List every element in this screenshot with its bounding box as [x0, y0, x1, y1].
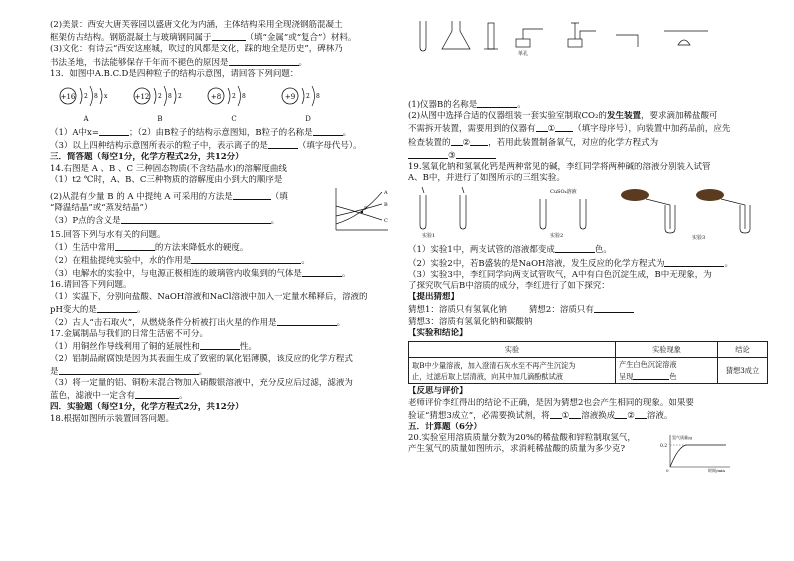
blank-number: ① [561, 410, 570, 421]
atom-label: A [83, 115, 89, 124]
text: （2）实验2中，若B盛装的是NaOH溶液，发生反应的化学方程式为 [408, 258, 665, 269]
emphasis-text: 发生装置 [606, 111, 641, 122]
svg-text:单孔: 单孔 [518, 51, 529, 57]
answer-blank[interactable] [664, 257, 724, 267]
text: 。 [198, 366, 208, 377]
text-line [408, 136, 776, 149]
answer-blank[interactable] [191, 254, 301, 264]
answer-blank[interactable] [555, 122, 573, 132]
text: （1）生活中常用 [50, 242, 115, 253]
text: 蓝色，滤液中一定含有 [50, 391, 136, 402]
atom-diagram-d [278, 82, 338, 126]
svg-text:8: 8 [316, 93, 320, 101]
svg-text:A: A [384, 189, 388, 196]
text-line [408, 257, 776, 270]
table-cell [616, 358, 718, 384]
text: 。 [301, 256, 310, 267]
text: （1）实验1中，两支试管的溶液都变成 [408, 245, 555, 256]
text-line [408, 303, 776, 316]
nucleus-label: +12 [134, 93, 150, 102]
atom-diagram-a [56, 82, 116, 126]
graph-origin: 0 [666, 468, 669, 474]
text-line [408, 111, 776, 122]
answer-blank[interactable] [408, 149, 448, 159]
answer-blank[interactable] [594, 303, 634, 313]
table-header: 结论 [718, 342, 768, 358]
text-line: “降温结晶”或“蒸发结晶”） [50, 203, 153, 214]
svg-text:8: 8 [168, 93, 172, 101]
svg-text:2: 2 [306, 93, 310, 101]
text: （2）古人“击石取火”，从燃烧条件分析被打出火星的作用是 [50, 318, 277, 329]
answer-blank[interactable] [99, 126, 129, 136]
text: (1)仪器B的名称是 [408, 100, 478, 110]
graph-ytick: 0.2 [660, 444, 668, 450]
text: 。 [298, 57, 308, 68]
cell-text: 产生白色沉淀溶液 [619, 360, 677, 370]
cell-text: 色 [669, 372, 677, 382]
svg-text:P: P [364, 205, 368, 212]
answer-blank[interactable] [277, 316, 337, 326]
text: 。 [341, 269, 351, 280]
question-20 [408, 433, 776, 474]
question-14 [50, 164, 400, 228]
text-line [50, 241, 400, 254]
svg-text:8: 8 [242, 93, 246, 101]
cell-text: 止，过滤后取上层清液，向其中加几滴酚酞试液 [412, 371, 563, 381]
svg-text:2: 2 [84, 93, 88, 101]
answer-blank[interactable] [569, 409, 581, 419]
table-header: 实验 [409, 342, 616, 358]
answer-blank[interactable] [477, 98, 517, 108]
answer-blank[interactable] [229, 56, 299, 66]
question-13: 13．如图中A.B.C.D是四种粒子的结构示意图，请回答下列问题： [50, 68, 299, 79]
blank-number: ③ [448, 150, 456, 161]
answer-blank[interactable] [615, 409, 627, 419]
blank-number: ② [462, 137, 471, 148]
text: 是 [50, 366, 59, 377]
experiment-label: 实验3 [692, 235, 706, 242]
text: 。 [136, 304, 146, 315]
experiment-label: 实验1 [422, 233, 436, 240]
answer-blank[interactable] [59, 365, 199, 375]
text-line: (3)文化：有诗云“西安这座城，吹过的风都是文化，踩的地全是历史”，碑林乃 [50, 44, 343, 55]
text: （填字母序号），向装置中加药品前，应先 [573, 124, 731, 135]
nucleus-label: +9 [284, 93, 296, 102]
answer-blank[interactable] [97, 303, 137, 313]
text: ，若用此装置制备氧气，对应的化学方程式为 [488, 137, 659, 148]
answer-blank[interactable] [633, 370, 669, 380]
atom-diagram-b [130, 82, 190, 126]
text: 书法圣地，书法能够保存千年而不褪色的原因是 [50, 57, 229, 68]
text-line [50, 389, 400, 402]
text-line: A、B中，并进行了如图所示的三组实验。 [408, 173, 565, 184]
text-line: 14.右图是 A 、B 、C 三种固态物质(不含结晶水)的溶解度曲线 [50, 163, 287, 174]
text: 不需拆开装置，需要用到的仪器有 [408, 124, 536, 135]
text: （填字母代号）。 [297, 141, 362, 152]
text: （填“金属”或“复合”）材料。 [245, 33, 357, 44]
question-19: 19.氢氧化钠和氢氧化钙是两种常见的碱，李红同学将两种碱的溶液分别装入试管 [408, 162, 711, 173]
text: 。 [336, 318, 346, 329]
atom-label: D [305, 115, 311, 124]
text-line [50, 56, 400, 69]
section-subheading: 【实验和结论】 [408, 327, 468, 338]
table-row [409, 358, 768, 384]
answer-blank[interactable] [233, 190, 271, 200]
text: （1）A中x= [50, 128, 99, 139]
text: (2)从图中选择合适的仪器组装一套实验室制取CO₂的 [408, 111, 607, 122]
answer-blank[interactable] [456, 149, 496, 159]
question-18: 18.根据如图所示装置回答问题。 [50, 413, 175, 424]
text-line: 老师评价李红得出的结论不正确，是因为猜想2也会产生相同的现象。如果要 [408, 397, 694, 408]
svg-text:2: 2 [178, 93, 182, 101]
cell-text: 取B中少量溶液，加入澄清石灰水至不再产生沉淀为 [412, 360, 576, 370]
experiment-label: 实验2 [550, 233, 564, 240]
answer-blank[interactable] [200, 340, 240, 350]
left-column [50, 20, 400, 425]
text: 。 [270, 216, 280, 227]
text: ，要求滴加稀盐酸可 [640, 111, 718, 122]
text-line [408, 149, 776, 162]
text: (2)从混有少量 B 的 A 中提纯 A 可采用的方法是 [50, 192, 233, 203]
section-heading: 五．计算题（6分） [408, 422, 482, 433]
answer-blank[interactable] [313, 126, 343, 136]
text: pH变大的是 [50, 304, 97, 315]
text: （1）t2 ℃时，A、B、C三种物质的溶解度由小到大的顺序是 [50, 174, 283, 185]
svg-text:8: 8 [94, 93, 98, 101]
section-subheading: 【提出猜想】 [408, 292, 460, 303]
text: 色。 [594, 245, 612, 256]
cell-text: 呈现 [619, 372, 634, 382]
text-line: （3）将一定量的铝、铜粉末混合物加入硝酸银溶液中，充分反应后过滤，滤液为 [50, 378, 353, 389]
experiment-1-figure [420, 187, 466, 239]
question-17: 17.金属制品与我们的日常生活密不可分。 [50, 329, 209, 340]
text: 性。 [239, 342, 257, 353]
answer-blank[interactable] [451, 136, 463, 146]
text: （3）P点的含义是 [50, 216, 121, 227]
answer-blank[interactable] [635, 409, 647, 419]
text: 框架仿古结构。钢筋混凝土与玻璃钢同属于 [50, 33, 212, 44]
answer-blank[interactable] [268, 139, 298, 149]
text: 检查装置的 [408, 137, 451, 148]
text: 猜想1：溶质只有氢氧化钠 [408, 305, 507, 316]
text: 。 [517, 100, 526, 110]
answer-blank[interactable] [212, 31, 246, 41]
text-line [408, 409, 776, 422]
text-line: 猜想3：溶质有氢氧化钠和碳酸钠 [408, 316, 533, 327]
atom-diagram-c [204, 82, 264, 126]
text-line: （2）铝制品耐腐蚀是因为其表面生成了致密的氧化铝薄膜，该反应的化学方程式 [50, 353, 353, 364]
text-line [50, 365, 400, 378]
graph-xlabel: 时间/min [708, 468, 725, 474]
hydrogen-mass-graph [658, 433, 734, 473]
text-line: （3）实验3中，李红同学向两支试管吹气，A中有白色沉淀生成，B中无现象，为 [408, 269, 712, 280]
text-line [50, 126, 400, 139]
text-line [50, 303, 400, 316]
text: 验证“猜想3成立”，必需要换试剂，将 [408, 410, 550, 421]
blank-number: ① [547, 124, 556, 135]
question-16: 16.请回答下列问题。 [50, 280, 132, 291]
text: （2）在粗盐提纯实验中，水的作用是 [50, 256, 192, 267]
nucleus-label: +8 [210, 93, 222, 102]
svg-text:C: C [384, 217, 388, 224]
section-heading: 四．实验题（每空1分，化学方程式2分，共12分） [50, 402, 244, 413]
text: （3）以上四种结构示意图所表示的粒子中，表示离子的是 [50, 141, 268, 152]
text-line [50, 31, 400, 44]
text: 。 [724, 258, 733, 269]
answer-blank[interactable] [470, 136, 488, 146]
text: 猜想2：溶质只有 [528, 305, 594, 316]
section-subheading: 【反思与评价】 [408, 386, 468, 397]
reagent-label: CuSO₄溶液 [550, 189, 577, 196]
answer-blank[interactable] [121, 214, 271, 224]
atom-diagrams [56, 82, 400, 126]
text: （填 [270, 192, 288, 203]
answer-blank[interactable] [536, 122, 548, 132]
apparatus-figure [408, 17, 776, 57]
text: 。 [342, 128, 352, 139]
answer-blank[interactable] [302, 267, 342, 277]
experiment-3-figure [621, 189, 750, 241]
experiment-figures [410, 185, 776, 243]
text: 溶液换成 [581, 410, 616, 421]
svg-text:2: 2 [158, 93, 162, 101]
text-line: (2)美景：西安大唐芙蓉园以盛唐文化为内涵，主体结构采用全现浇钢筋混凝土 [50, 20, 343, 30]
text-line [50, 139, 400, 152]
text-line: 产生氢气的质量如图所示，求消耗稀盐酸的质量为多少克? [408, 444, 626, 455]
text-line: （1）实温下，分别向盐酸、NaOH溶液和NaCl溶液中加入一定量水稀释后，溶液的 [50, 291, 368, 302]
svg-text:x: x [104, 93, 108, 101]
text-line [408, 122, 776, 135]
experiment-table [408, 341, 768, 384]
answer-blank[interactable] [135, 389, 179, 399]
text: （3）电解水的实验中，与电源正极相连的玻璃管内收集到的气体是 [50, 269, 302, 280]
atom-label: C [231, 115, 237, 124]
text: 的方法来降低水的硬度。 [154, 242, 249, 253]
graph-ylabel: 氢气质量/g [672, 435, 692, 441]
text: 。 [179, 391, 188, 402]
svg-text:2: 2 [232, 93, 236, 101]
atom-label: B [157, 115, 163, 124]
text-line [408, 98, 776, 111]
svg-text:B: B [384, 201, 388, 208]
answer-blank[interactable] [550, 409, 562, 419]
nucleus-label: +16 [60, 93, 76, 102]
answer-blank[interactable] [115, 241, 155, 251]
table-cell: 猜想3成立 [718, 358, 768, 384]
text-line: 20.实验室用溶质质量分数为20%的稀盐酸和锌粒制取氢气， [408, 433, 636, 444]
text: 溶液。 [646, 410, 673, 421]
text-line [50, 254, 400, 267]
table-header: 实验现象 [616, 342, 718, 358]
section-heading: 三．简答题（每空1分，化学方程式2分，共12分） [50, 152, 244, 163]
text-line: 了探究吹气后B中溶质的成分，李红进行了如下探究： [408, 281, 610, 292]
blank-number: ② [627, 410, 635, 421]
text-line [50, 267, 400, 280]
text-line [408, 243, 776, 256]
right-column [408, 50, 776, 474]
question-15: 15.回答下列与水有关的问题。 [50, 229, 166, 240]
text: ；（2）由B粒子的结构示意图知，B粒子的名称是 [128, 128, 313, 139]
text-line [50, 340, 400, 353]
answer-blank[interactable] [555, 243, 595, 253]
solubility-curve-figure [328, 186, 392, 236]
experiment-2-figure [540, 188, 586, 239]
table-cell [409, 358, 616, 384]
text-line [50, 175, 400, 186]
text: （1）用铜丝作导线利用了铜的延展性和 [50, 342, 200, 353]
text-line [50, 316, 400, 329]
